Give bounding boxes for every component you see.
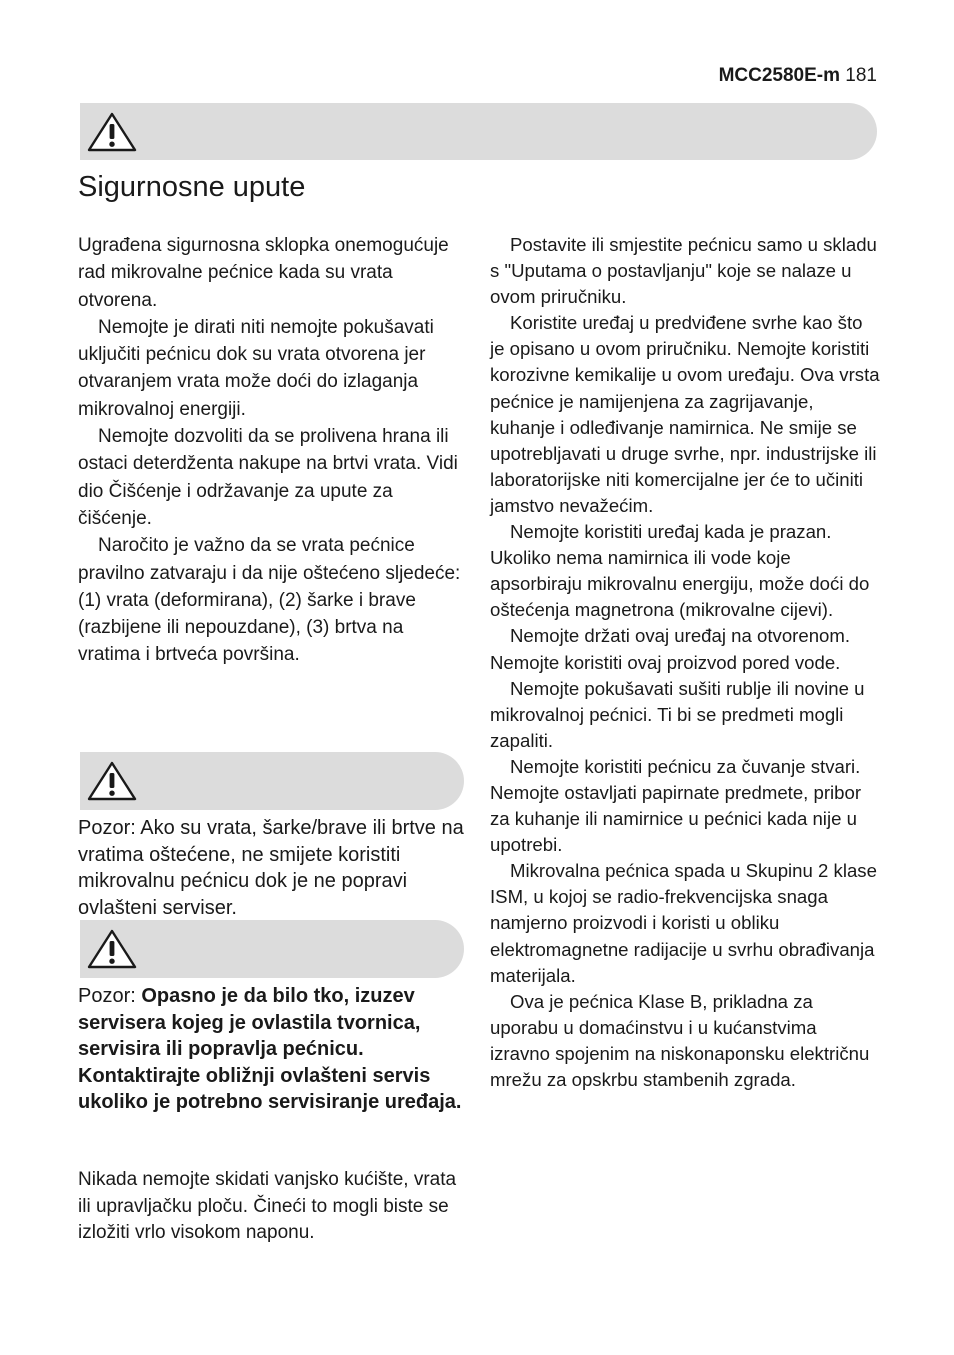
paragraph: Nikada nemojte skidati vanjsko kućište, vrata ili upravljačku ploču. Čineći to mogli biste se izložiti vrlo visokom naponu.	[78, 1169, 457, 1243]
paragraph: Nemojte držati ovaj uređaj na otvorenom. Nemojte koristiti ovaj proizvod pored vode.	[490, 625, 851, 673]
paragraph: Ugrađena sigurnosna sklopka onemogućuje rad mikrovalne pećnice kada su vrata otvorena.	[78, 235, 449, 311]
warning-triangle-icon	[86, 760, 138, 802]
paragraph: Nemojte koristiti pećnicu za čuvanje stvari. Nemojte ostavljati papirnate predmete, pribor za kuhanje ili namirnice u pećnici kada nije u upotrebi.	[490, 755, 862, 856]
paragraph: Koristite uređaj u predviđene svrhe kao što je opisano u ovom priručniku. Nemojte koristiti korozivne kemikalije u ovom uređaju. Ova vrsta pećnice je namijenjena za zagrijavanje, kuhanje i odleđivanje namirnica. Ne smije se upotrebljavati u druge svrhe, npr. industrijske ili laboratorijske niti komercijalne jer će to učiniti jamstvo nevažećim.	[490, 312, 880, 516]
warning-banner-top	[80, 103, 877, 160]
paragraph: Nemojte pokušavati sušiti rublje ili novine u mikrovalnoj pećnici. Ti bi se predmeti mogli zapaliti.	[490, 677, 865, 751]
warning-door-text	[78, 815, 473, 921]
warning-triangle-icon	[86, 111, 138, 153]
paragraph: Nemojte je dirati niti nemojte pokušavati uključiti pećnicu dok su vrata otvorena jer otvaranjem vrata može doći do izlaganja mikrovalnoj energiji.	[78, 316, 434, 420]
paragraph: Nemojte koristiti uređaj kada je prazan. Ukoliko nema namirnica ili vode koje apsorbiraju mikrovalnu energiju, može doći do oštećenja magnetrona (mikrovalne cijevi).	[490, 521, 870, 621]
model-number: MCC2580E-m	[718, 65, 841, 86]
paragraph	[78, 983, 478, 1116]
right-column-text	[490, 232, 880, 1093]
intro-text	[78, 232, 468, 669]
casing-warning-text	[78, 1167, 473, 1247]
paragraph: Postavite ili smjestite pećnicu samo u skladu s "Uputama o postavljanju" koje se nalaze u ovom priručniku.	[490, 234, 877, 308]
paragraph: Nemojte dozvoliti da se prolivena hrana ili ostaci deterdženta nakupe na brtvi vrata. Vidi dio Čišćenje i održavanje za upute za čišćenje.	[78, 426, 458, 529]
page-title: Sigurnosne upute	[78, 171, 306, 203]
warning-banner-service	[80, 920, 464, 978]
warning-banner-door	[80, 752, 464, 810]
warning-prefix: Pozor:	[78, 985, 142, 1007]
paragraph: Ova je pećnica Klase B, prikladna za uporabu u domaćinstvu i u kućanstvima izravno spojenim na niskonaponsku električnu mrežu za opskrbu stambenih zgrada.	[490, 990, 870, 1090]
paragraph: Mikrovalna pećnica spada u Skupinu 2 klase ISM, u kojoj se radio-frekvencijska snaga namjerno proizvodi i koristi u obliku elektromagnetne radijacije u svrhu obrađivanja materijala.	[490, 860, 877, 986]
page-header	[719, 64, 877, 88]
warning-triangle-icon	[86, 928, 138, 970]
paragraph: Naročito je važno da se vrata pećnice pravilno zatvaraju i da nije oštećeno sljedeće: (1) vrata (deformirana), (2) šarke i brave (razbijene ili nepouzdane), (3) brtva na vratima i brtveća površina.	[78, 535, 461, 666]
page-number: 181	[845, 65, 877, 86]
warning-bold-text: Opasno je da bilo tko, izuzev servisera kojeg je ovlastila tvornica, servisira ili popravlja pećnicu. Kontaktirajte obližnji ovlašteni servis ukoliko je potrebno servisiranje uređaja.	[78, 985, 462, 1113]
warning-service-text	[78, 983, 478, 1116]
paragraph: Pozor: Ako su vrata, šarke/brave ili brtve na vratima oštećene, ne smijete koristiti mikrovalnu pećnicu dok je ne popravi ovlašteni serviser.	[78, 817, 464, 919]
